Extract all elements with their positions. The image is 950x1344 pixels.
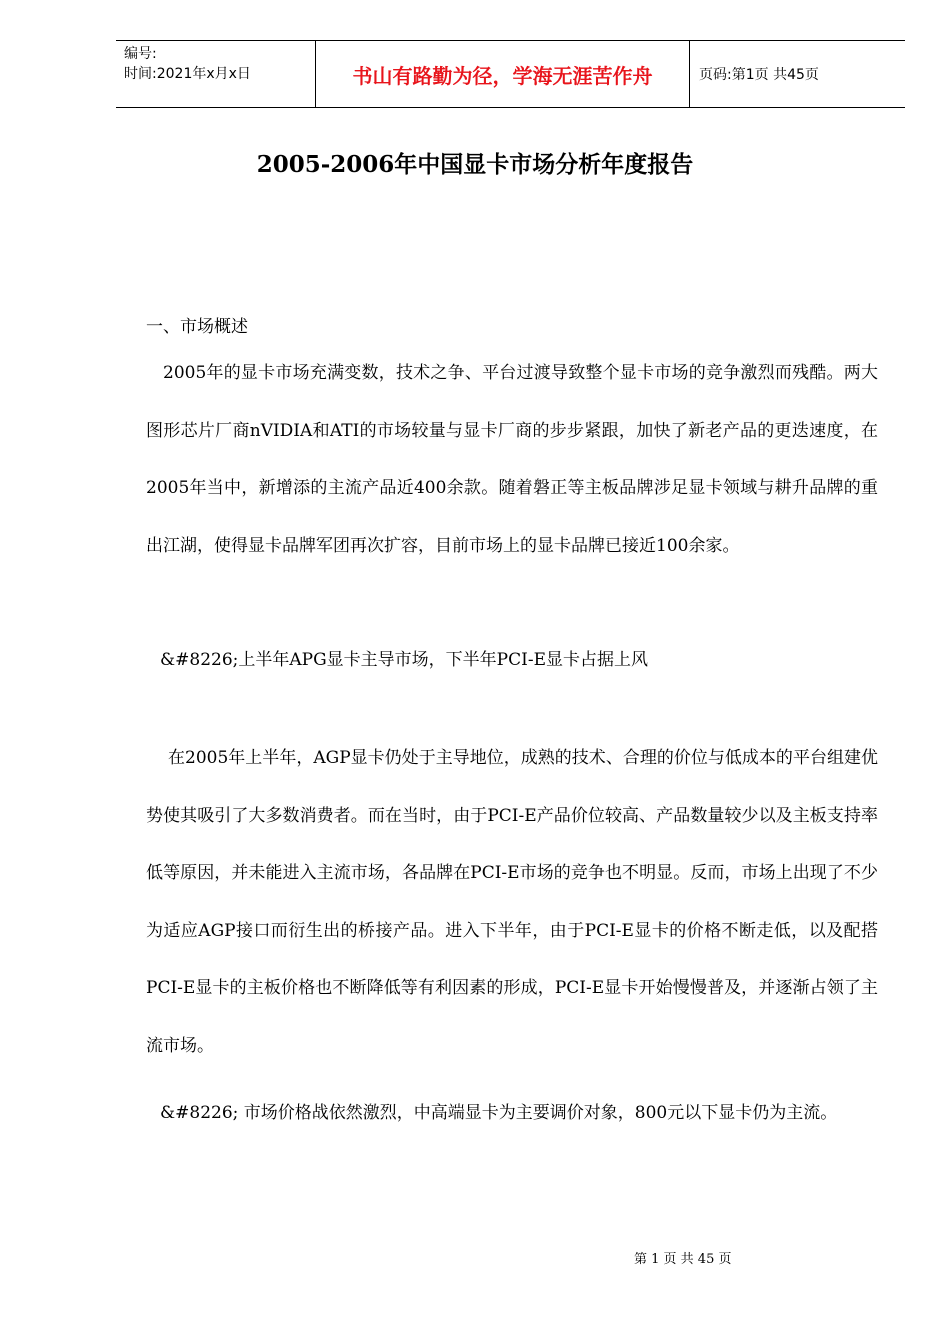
paragraph-market-overview: 2005年的显卡市场充满变数，技术之争、平台过渡导致整个显卡市场的竞争激烈而残酷。两大图形芯片厂商nVIDIA和ATI的市场较量与显卡厂商的步步紧跟，加快了新老产品的更迭速度，在2005年当中，新增添的主流产品近400余款。随着磐正等主板品牌涉足显卡领域与耕升品牌的重出江湖，使得显卡品牌军团再次扩容，目前市场上的显卡品牌已接近100余家。 bbox=[146, 363, 878, 556]
document-number-label: 编号: bbox=[124, 46, 157, 62]
header-motto-cell bbox=[316, 41, 690, 107]
header-page-label: 页码:第1页 共45页 bbox=[699, 67, 819, 83]
header-page-cell bbox=[690, 41, 905, 107]
header-motto: 书山有路勤为径，学海无涯苦作舟 bbox=[352, 63, 653, 88]
document-title: 2005-2006年中国显卡市场分析年度报告 bbox=[256, 151, 694, 178]
bullet-price-war: &#8226; 市场价格战依然激烈，中高端显卡为主要调价对象，800元以下显卡仍为主流。 bbox=[160, 1103, 838, 1123]
bullet-agp-pcie: &#8226;上半年APG显卡主导市场，下半年PCI-E显卡占据上风 bbox=[160, 650, 648, 670]
page-footer: 第 1 页 共 45 页 bbox=[634, 1252, 732, 1267]
header-meta-cell bbox=[116, 41, 316, 107]
paragraph-agp-pcie: 在2005年上半年，AGP显卡仍处于主导地位，成熟的技术、合理的价位与低成本的平台组建优势使其吸引了大多数消费者。而在当时，由于PCI-E产品价位较高、产品数量较少以及主板支持率低等原因，并未能进入主流市场，各品牌在PCI-E市场的竞争也不明显。反而，市场上出现了不少为适应AGP接口而衍生出的桥接产品。进入下半年，由于PCI-E显卡的价格不断走低，以及配搭PCI-E显卡的主板价格也不断降低等有利因素的形成，PCI-E显卡开始慢慢普及，并逐渐占领了主流市场。 bbox=[146, 748, 878, 1056]
page-header bbox=[116, 40, 905, 108]
section-heading: 一、市场概述 bbox=[146, 317, 248, 337]
document-time-label: 时间:2021年x月x日 bbox=[124, 66, 251, 82]
